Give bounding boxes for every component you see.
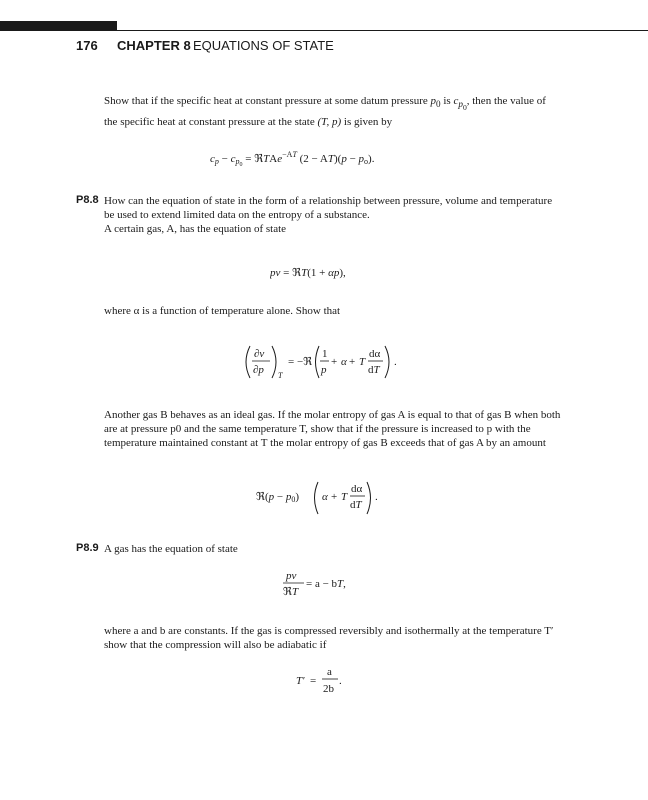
equation-p88-entropy <box>256 478 406 518</box>
svg-text:2b: 2b <box>323 683 334 695</box>
svg-text:pv: pv <box>286 570 297 582</box>
svg-text:T′: T′ <box>296 675 305 687</box>
svg-text:α: α <box>322 491 328 503</box>
p87-text: Show that if the specific heat at constant pressure at some datum pressure $p_0$ is $c_{p_0}$, then the value of the specific heat at constant pressure at the state (T, p) is given by <box>104 95 546 129</box>
equation-p89-temperature <box>294 664 354 698</box>
svg-text:+: + <box>349 356 356 368</box>
problem-number-p88: P8.8 <box>76 194 99 206</box>
equation-p87 <box>210 146 440 170</box>
p89-intro: A gas has the equation of state <box>104 543 238 555</box>
svg-text:T: T <box>359 356 366 368</box>
svg-text:dT: dT <box>368 364 380 376</box>
p88-intro: How can the equation of state in the form of a relationship between pressure, volume and temperature be used to extend limited data on the entropy of a substance. A certain gas, A, has the equation of state <box>104 195 553 235</box>
chapter-label: CHAPTER 8 <box>117 38 191 53</box>
page-number: 176 <box>76 38 98 53</box>
equation-p88-derivative <box>242 342 422 384</box>
p88-text2: where α is a function of temperature alone. Show that <box>104 305 341 317</box>
svg-text:p: p <box>321 364 327 376</box>
equation-p88-state <box>270 262 380 284</box>
header-rule <box>0 30 648 31</box>
svg-text:∂v: ∂v <box>254 348 265 360</box>
svg-text:ℜ(p − p0): ℜ(p − p0) <box>256 491 300 504</box>
svg-text:dα: dα <box>351 483 363 495</box>
svg-text:=: = <box>310 675 317 687</box>
svg-text:α: α <box>341 356 347 368</box>
svg-text:ℜT: ℜT <box>283 586 299 598</box>
header-bar <box>0 21 117 30</box>
svg-text:+: + <box>331 356 338 368</box>
svg-text:= −ℜ: = −ℜ <box>288 356 313 368</box>
chapter-title: EQUATIONS OF STATE <box>193 38 334 53</box>
problem-number-p89: P8.9 <box>76 542 99 554</box>
svg-text:dα: dα <box>369 348 381 360</box>
svg-text:= a − bT,: = a − bT, <box>306 578 346 590</box>
p89-text2: where a and b are constants. If the gas is compressed reversibly and isothermally at the temperature T′ show that the compression will also be adiabatic if <box>104 625 554 651</box>
svg-text:T: T <box>341 491 348 503</box>
p88-text3: Another gas B behaves as an ideal gas. If the molar entropy of gas A is equal to that of gas B when both are at pressure p0 and the same temperature T, show that if the pressure is increased to p with the temperature maintained constant at T the molar entropy of gas B exceeds that of gas A by an amount <box>104 409 561 449</box>
svg-text:.: . <box>339 675 342 687</box>
svg-text:1: 1 <box>322 348 328 360</box>
svg-text:a: a <box>327 666 332 678</box>
equation-p89-state <box>282 568 372 600</box>
svg-text:∂p: ∂p <box>253 364 264 376</box>
svg-text:T: T <box>278 371 283 380</box>
svg-text:dT: dT <box>350 499 362 511</box>
svg-text:.: . <box>394 356 397 368</box>
svg-text:+: + <box>331 491 338 503</box>
svg-text:.: . <box>375 491 378 503</box>
svg-text:cp − cp0 = ℜTAe−AT (2 − AT)(p: cp − cp0 = ℜTAe$^{-A}$T (2 − AT)(p − po). <box>210 150 375 168</box>
svg-text:pv = ℜT(1 + αp),: pv = ℜT(1 + αp), <box>270 267 346 279</box>
